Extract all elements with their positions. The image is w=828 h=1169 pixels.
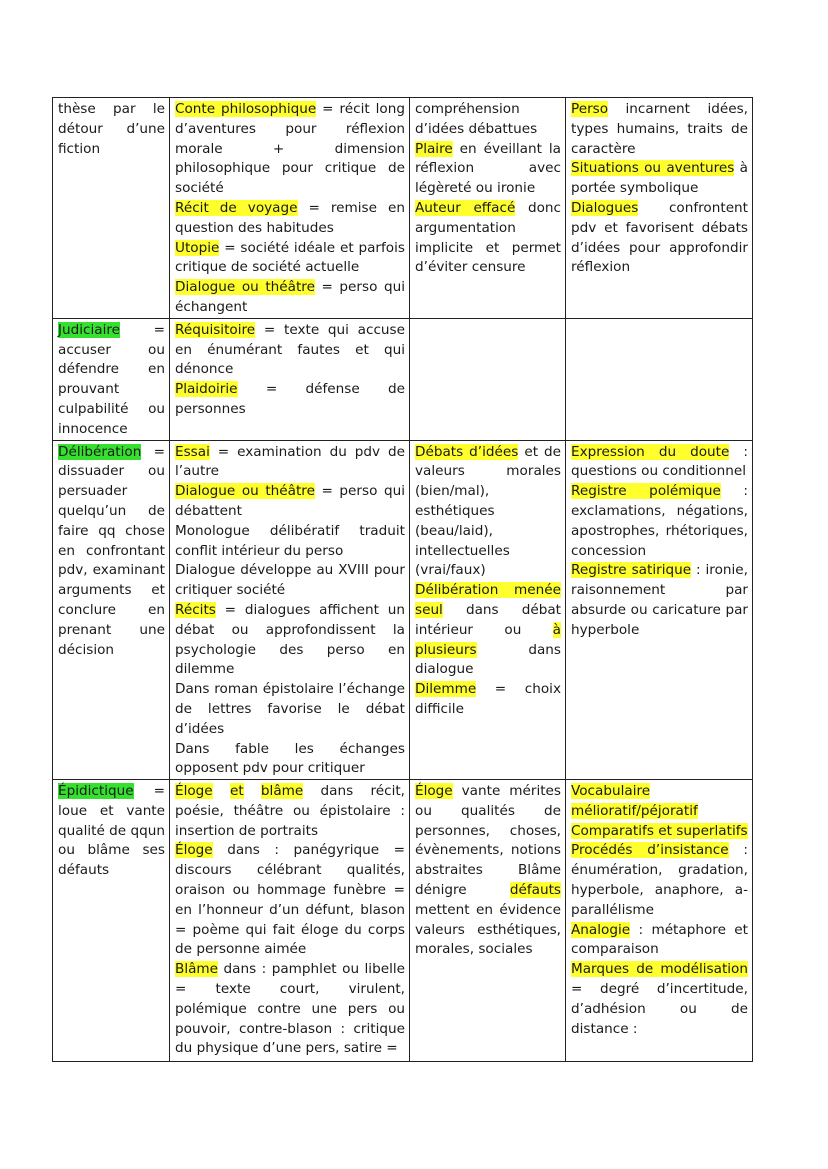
genre-text: = dissuader ou persuader quelqu’un de faire qq chose en confrontant pdv, examinant arguments et conclure en prenant une décision xyxy=(58,443,165,658)
highlighted-term: Registre satirique xyxy=(571,562,692,579)
highlighted-term: Récit de voyage xyxy=(175,199,298,216)
highlighted-term: Conte philosophique xyxy=(175,101,317,117)
cell-entry xyxy=(571,960,748,1039)
entry-text: = texte qui accuse en énumérant fautes et qui dénonce xyxy=(175,321,405,378)
argumentation-table xyxy=(52,97,753,1062)
genre-text: = accuser ou défendre en prouvant culpabilité ou innocence xyxy=(58,321,165,437)
cell-entry xyxy=(571,782,748,822)
entry-text: et de valeurs morales (bien/mal), esthétiques (beau/laid), intellectuelles (vrai/faux) xyxy=(415,443,561,579)
cell-entry xyxy=(571,100,748,159)
cell-entry xyxy=(415,199,561,278)
entry-text: = dialogues affichent un débat ou approfondissent la psychologie des perso en dilemme xyxy=(175,601,405,678)
genre-cell xyxy=(53,318,170,440)
procedures-cell xyxy=(566,440,753,780)
entry-text: : énumération, gradation, hyperbole, anaphore, a-parallélisme xyxy=(571,842,748,918)
entry-text: Monologue délibératif traduit conflit intérieur du perso xyxy=(175,522,405,559)
cell-entry xyxy=(175,321,405,380)
cell-entry xyxy=(415,443,561,582)
entry-text: dans : pamphlet ou libelle = texte court, virulent, polémique contre une pers ou pouvoir, contre-blason : critique du physique d’une pers, satire = xyxy=(175,961,405,1057)
entry-text: en éveillant la réflexion avec légèreté ou ironie xyxy=(415,140,561,197)
entry-text: dans récit, poésie, théâtre ou épistolaire : insertion de portraits xyxy=(175,783,405,839)
cell-entry xyxy=(571,443,748,483)
entry-text: incarnent idées, types humains, traits de caractère xyxy=(571,101,748,157)
highlighted-term: Plaidoirie xyxy=(175,381,238,398)
aims-cell xyxy=(410,318,566,440)
entry-text: vante mérites ou qualités de personnes, choses, évènements, notions abstraites Blâme dénigre xyxy=(415,783,561,899)
cell-entry xyxy=(571,159,748,199)
highlighted-term: Analogie xyxy=(571,921,631,938)
forms-cell xyxy=(170,318,410,440)
entry-text xyxy=(213,783,230,799)
highlighted-term: Récits xyxy=(175,601,216,618)
cell-entry xyxy=(571,561,748,640)
entry-text: = récit long d’aventures pour réflexion morale + dimension philosophique pour critique de société xyxy=(175,101,405,197)
cell-entry xyxy=(175,960,405,1059)
highlighted-term: Éloge xyxy=(175,842,213,859)
aims-cell xyxy=(410,780,566,1062)
entry-text: = perso qui débattent xyxy=(175,483,405,519)
highlighted-term: Procédés d’insistance xyxy=(571,842,729,859)
cell-entry xyxy=(175,239,405,279)
entry-text: Dialogue développe au XVIII pour critiquer société xyxy=(175,562,405,599)
highlighted-term: Vocabulaire mélioratif/péjoratif xyxy=(571,783,698,819)
cell-entry xyxy=(175,100,405,199)
entry-text: confrontent pdv et favorisent débats d’idées pour approfondir réflexion xyxy=(571,199,748,276)
entry-text: = examination du pdv de l’autre xyxy=(175,443,405,480)
highlighted-term: Éloge xyxy=(175,783,213,800)
entry-text: : exclamations, négations, apostrophes, rhétoriques, concession xyxy=(571,483,749,559)
cell-entry xyxy=(175,199,405,239)
cell-entry xyxy=(175,782,405,841)
aims-cell xyxy=(410,440,566,780)
cell-entry xyxy=(175,380,405,420)
cell-entry xyxy=(175,561,405,601)
entry-text: à portée symbolique xyxy=(571,160,749,197)
genre-label: Délibération xyxy=(58,443,142,460)
cell-entry xyxy=(175,601,405,680)
cell-entry xyxy=(415,782,561,960)
highlighted-term: blâme xyxy=(260,783,304,800)
highlighted-term: Éloge xyxy=(415,783,453,800)
cell-entry xyxy=(571,482,748,561)
cell-entry xyxy=(415,140,561,199)
cell-entry xyxy=(175,278,405,318)
entry-text: : ironie, raisonnement par absurde ou caricature par hyperbole xyxy=(571,562,748,638)
cell-entry xyxy=(415,100,561,140)
highlighted-term: Auteur effacé xyxy=(415,199,516,216)
genre-label: Judiciaire xyxy=(58,321,121,338)
highlighted-term: Délibération menée seul xyxy=(415,582,561,618)
forms-cell xyxy=(170,440,410,780)
procedures-cell xyxy=(566,98,753,319)
genre-text: thèse par le détour d’une fiction xyxy=(58,101,165,157)
highlighted-term: à plusieurs xyxy=(415,621,561,658)
genre-cell xyxy=(53,440,170,780)
cell-entry xyxy=(175,680,405,739)
entry-text: dans débat intérieur ou xyxy=(415,601,561,638)
entry-text: dans : panégyrique = discours célébrant qualités, oraison ou hommage funèbre = en l’honneur d’un défunt, blason = poème qui fait éloge du corps de personne aimée xyxy=(175,842,405,958)
entry-text: = degré d’incertitude, d’adhésion ou de distance : xyxy=(571,981,748,1037)
highlighted-term: Blâme xyxy=(175,961,219,978)
entry-text: Dans roman épistolaire l’échange de lettres favorise le débat d’idées xyxy=(175,681,405,737)
highlighted-term: Marques de modélisation xyxy=(571,961,748,978)
table-row xyxy=(53,98,753,319)
entry-text: dans dialogue xyxy=(415,641,561,678)
cell-entry xyxy=(415,680,561,720)
highlighted-term: Essai xyxy=(175,443,210,460)
entry-text: = remise en question des habitudes xyxy=(175,199,405,236)
cell-entry xyxy=(175,482,405,522)
entry-text: = perso qui échangent xyxy=(175,279,405,315)
cell-entry xyxy=(175,443,405,483)
cell-entry xyxy=(175,522,405,562)
highlighted-term: Dialogues xyxy=(571,199,639,216)
highlighted-term: Dialogue ou théâtre xyxy=(175,279,315,296)
table-row xyxy=(53,780,753,1062)
highlighted-term: et xyxy=(229,783,244,800)
forms-cell xyxy=(170,98,410,319)
highlighted-term: Perso xyxy=(571,101,609,117)
genre-label: Épidictique xyxy=(58,783,134,800)
highlighted-term: Plaire xyxy=(415,140,453,157)
highlighted-term: Comparatifs et superlatifs xyxy=(571,822,748,839)
table-row xyxy=(53,318,753,440)
entry-text: : métaphore et comparaison xyxy=(571,921,748,958)
entry-text: = défense de personnes xyxy=(175,381,405,417)
cell-entry xyxy=(415,581,561,680)
entry-text: Dans fable les échanges opposent pdv pour critiquer xyxy=(175,740,405,777)
highlighted-term: Réquisitoire xyxy=(175,321,256,338)
aims-cell xyxy=(410,98,566,319)
entry-text: compréhension d’idées débattues xyxy=(415,101,538,137)
table-row xyxy=(53,440,753,780)
genre-text: = loue et vante qualité de qqun ou blâme ses défauts xyxy=(58,783,165,879)
cell-entry xyxy=(571,921,748,961)
entry-text: mettent en évidence valeurs esthétiques, morales, sociales xyxy=(415,901,561,958)
highlighted-term: Expression du doute xyxy=(571,443,730,460)
genre-cell xyxy=(53,98,170,319)
forms-cell xyxy=(170,780,410,1062)
cell-entry xyxy=(571,199,748,278)
highlighted-term: Situations ou aventures xyxy=(571,160,735,177)
entry-text: = société idéale et parfois critique de société actuelle xyxy=(175,239,405,276)
cell-entry xyxy=(175,841,405,960)
entry-text: = choix difficile xyxy=(415,681,561,717)
highlighted-term: Utopie xyxy=(175,239,220,256)
entry-text: : questions ou conditionnel xyxy=(571,443,748,480)
cell-entry xyxy=(571,841,748,920)
highlighted-term: Registre polémique xyxy=(571,483,721,500)
cell-entry xyxy=(175,740,405,780)
cell-entry xyxy=(571,822,748,842)
genre-cell xyxy=(53,780,170,1062)
entry-text: donc argumentation implicite et permet d’éviter censure xyxy=(415,199,562,276)
highlighted-term: défauts xyxy=(509,882,561,899)
highlighted-term: Dialogue ou théâtre xyxy=(175,483,315,500)
procedures-cell xyxy=(566,780,753,1062)
highlighted-term: Dilemme xyxy=(415,681,477,698)
entry-text xyxy=(244,783,261,799)
highlighted-term: Débats d’idées xyxy=(415,443,519,460)
procedures-cell xyxy=(566,318,753,440)
